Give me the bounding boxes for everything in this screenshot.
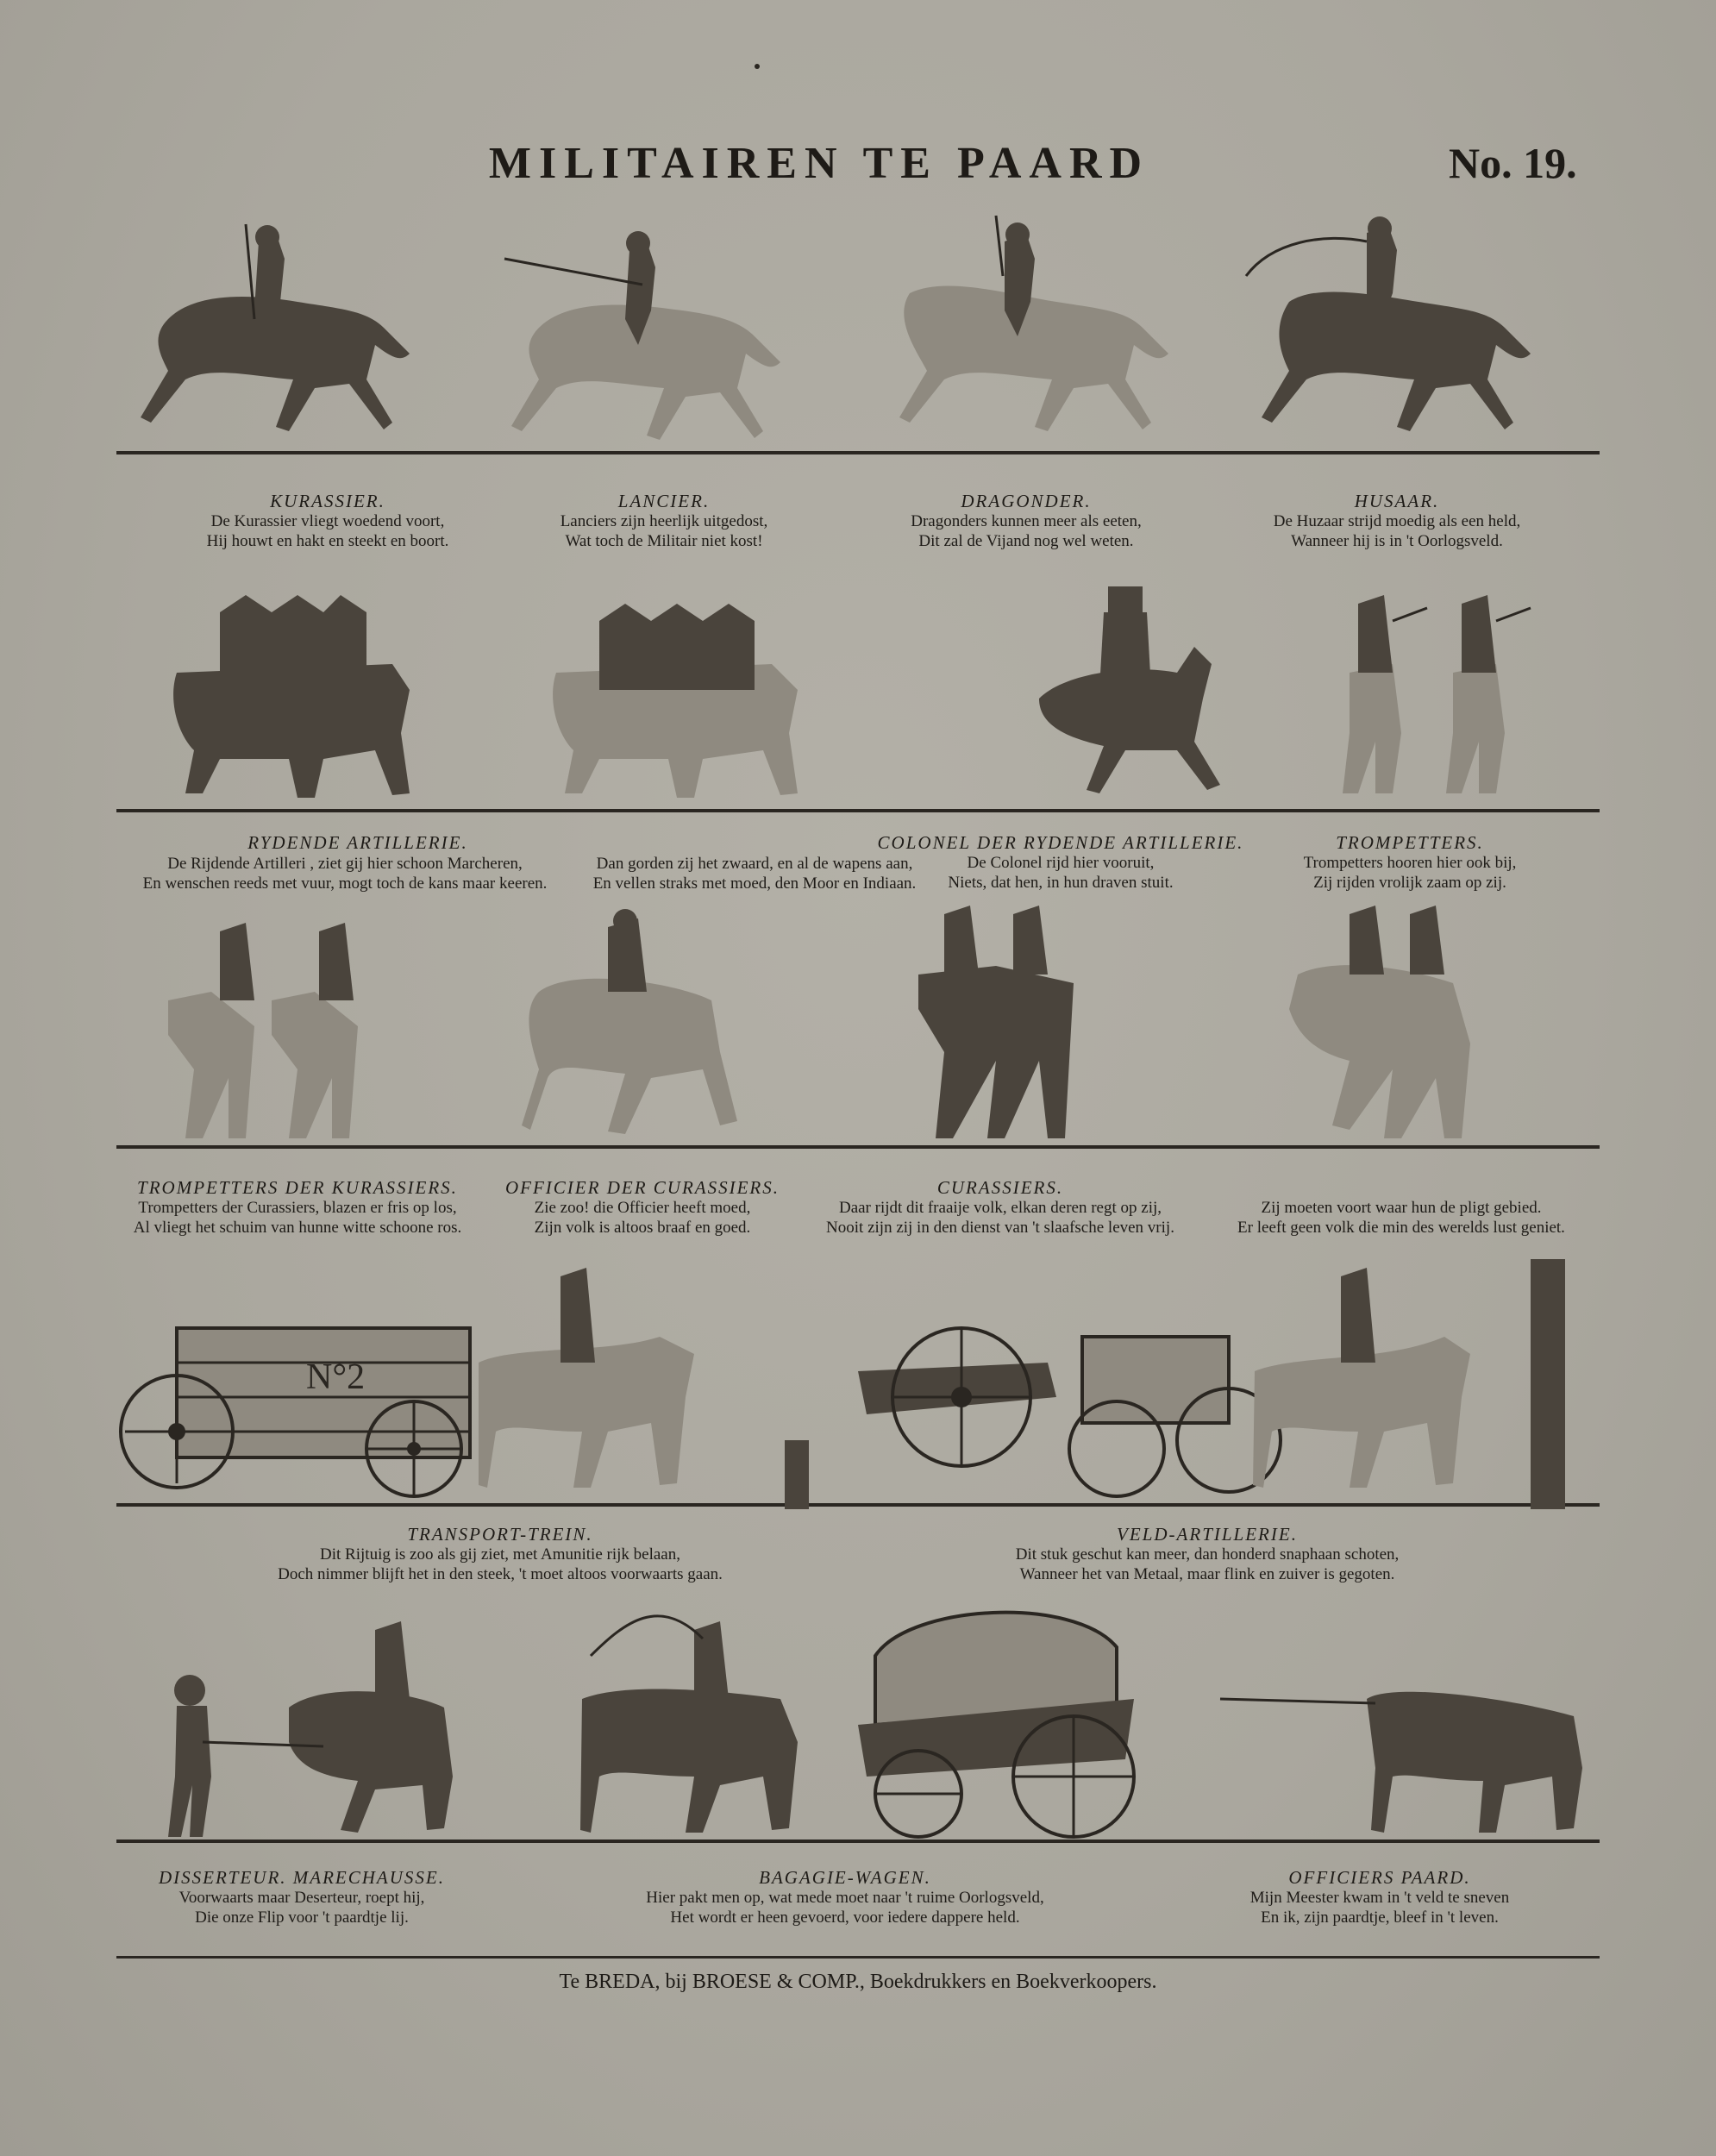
trumpeters-figure: [1343, 595, 1531, 793]
caption-disserteur-marechausse: DISSERTEUR. MARECHAUSSE. Voorwaarts maar Deserteur, roept hij, Die onze Flip voor 't paardtje lij.: [158, 1867, 446, 1927]
deserteur-figure: [168, 1675, 211, 1837]
transport-wagon: [121, 1328, 470, 1496]
row1-illustration: [116, 207, 1600, 466]
officier-figure: [522, 909, 737, 1134]
caption-trompetters-kurassiers: TROMPETTERS DER KURASSIERS. Trompetters der Curassiers, blazen er fris op los, Al vliegt het schuim van hunne witte schoone ros.: [133, 1177, 462, 1237]
caption-lancier: LANCIER. Lanciers zijn heerlijk uitgedost, Wat toch de Militair niet kost!: [560, 491, 768, 550]
caption-bagagie-wagen: BAGAGIE-WAGEN. Hier pakt men op, wat mede moet naar 't ruime Oorlogsveld, Het wordt er heen gevoerd, voor iedere dappere held.: [646, 1867, 1044, 1927]
caption-kurassier: KURASSIER. De Kurassier vliegt woedend voort, Hij houwt en hakt en steekt en boort.: [206, 491, 449, 550]
row2-illustration: [116, 561, 1600, 819]
caption-transport-trein: TRANSPORT-TREIN. Dit Rijtuig is zoo als gij ziet, met Amunitie rijk belaan, Doch nimmer blijft het in den steek, 't moet altoos voorwaarts gaan.: [278, 1524, 723, 1583]
kurassier-figure: [141, 224, 410, 431]
caption-dragonder: DRAGONDER. Dragonders kunnen meer als eeten, Dit zal de Vijand nog wel weten.: [911, 491, 1142, 550]
lancier-figure: [504, 231, 780, 440]
sheet-number: No. 19.: [1449, 139, 1577, 187]
printer-imprint: Te BREDA, bij BROESE & COMP., Boekdrukkers en Boekverkoopers.: [559, 1971, 1157, 1993]
row3-illustration: [116, 906, 1600, 1156]
caption-rydende-artillerie-verse-1: De Rijdende Artilleri , ziet gij hier schoon Marcheren, En wenschen reeds met vuur, mogt toch de kans maar keeren.: [142, 855, 548, 893]
officiers-paard-figure: [1220, 1692, 1582, 1833]
caption-husaar: HUSAAR. De Huzaar strijd moedig als een held, Wanneer hij is in 't Oorlogsveld.: [1273, 491, 1521, 550]
colonel-figure: [1039, 586, 1220, 793]
row-riding-artillery: [116, 561, 1600, 819]
tree-trunk: [1531, 1259, 1565, 1509]
row-curassiers: [116, 906, 1600, 1156]
bagagie-wagen: [858, 1613, 1134, 1837]
bagagie-wagen-horses: [580, 1616, 798, 1833]
husaar-figure: [1246, 216, 1531, 431]
caption-colonel: COLONEL DER RYDENDE ARTILLERIE. De Colonel rijd hier vooruit, Niets, dat hen, in hun draven stuit.: [877, 832, 1244, 892]
artillery-column-right: [553, 604, 798, 798]
caption-rydende-artillerie-heading: RYDENDE ARTILLERIE.: [247, 832, 468, 853]
milestone-post: [785, 1440, 809, 1509]
row-baggage: [116, 1604, 1600, 1854]
field-cannon: [858, 1328, 1281, 1496]
artillery-horses: [1253, 1268, 1470, 1488]
caption-curassiers-verse-2: Zij moeten voort waar hun de pligt gebied. Er leeft geen volk die min des werelds lust geniet.: [1237, 1199, 1565, 1237]
row4-illustration: [116, 1259, 1600, 1518]
caption-rydende-artillerie-verse-2: Dan gorden zij het zwaard, en al de wapens aan, En vellen straks met moed, den Moor en Indiaan.: [592, 855, 917, 893]
caption-officiers-paard: OFFICIERS PAARD. Mijn Meester kwam in 't veld te sneven En ik, zijn paardtje, bleef in 't leven.: [1249, 1867, 1510, 1927]
marechausse-figure: [203, 1621, 453, 1833]
row-galloping-riders: [116, 207, 1600, 466]
transport-horses: [479, 1268, 694, 1488]
row5-illustration: [116, 1604, 1600, 1854]
caption-trompetters: TROMPETTERS. Trompetters hooren hier ook bij, Zij rijden vrolijk zaam op zij.: [1303, 832, 1517, 892]
row-transport-artillery: [116, 1259, 1600, 1518]
trumpeters-kurassiers-figure: [168, 923, 358, 1138]
dragonder-figure: [899, 216, 1168, 431]
caption-officier-curassiers: OFFICIER DER CURASSIERS. Zie zoo! die Officier heeft moed, Zijn volk is altoos braaf en goed.: [504, 1177, 780, 1237]
curassiers-pair-figure: [918, 906, 1074, 1138]
ink-speck: [755, 64, 760, 69]
wagon-number-label: N°2: [306, 1357, 366, 1397]
footer-rule: [116, 1956, 1600, 1959]
artillery-column-left: [173, 595, 410, 798]
curassiers-rear-figure: [1289, 906, 1470, 1138]
page-title: MILITAIREN TE PAARD: [488, 139, 1150, 188]
caption-veld-artillerie: VELD-ARTILLERIE. Dit stuk geschut kan meer, dan honderd snaphaan schoten, Wanneer het van Metaal, maar flink en zuiver is gegoten.: [1015, 1524, 1400, 1583]
caption-curassiers: CURASSIERS. Daar rijdt dit fraaije volk, elkan deren regt op zij, Nooit zijn zij in den dienst van 't slaafsche leven vrij.: [826, 1177, 1174, 1237]
